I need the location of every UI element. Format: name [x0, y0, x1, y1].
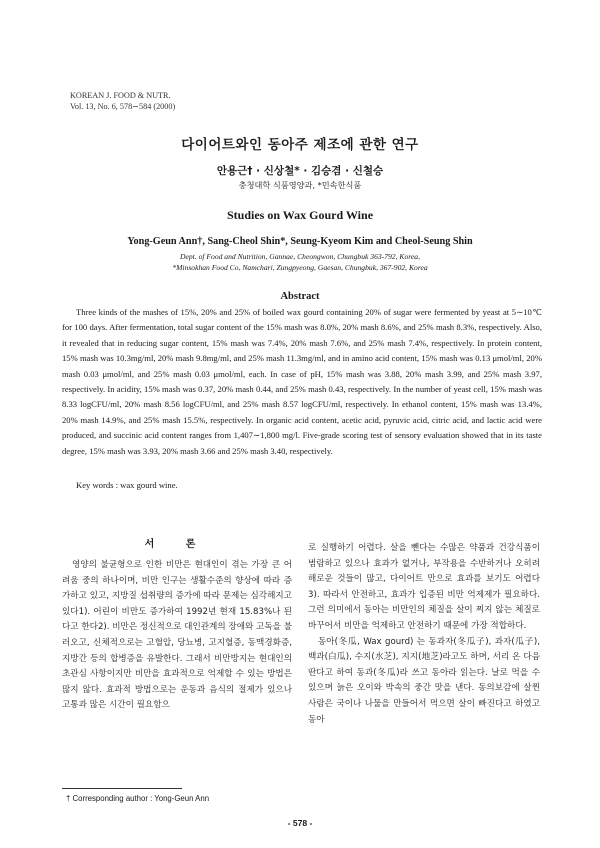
- korean-title: 다이어트와인 동아주 제조에 관한 연구: [181, 137, 419, 153]
- english-affiliation-2: *Minsokhan Food Co, Namchari, Zungpyeong, Gaesan, Chungbuk, 367-902, Korea: [172, 263, 428, 272]
- left-column-paragraph: 영양의 불균형으로 인한 비만은 현대인이 겪는 가장 큰 어려움 중의 하나이며, 비만 인구는 생활수준의 향상에 따라 증가하고 있고, 지방질 섭취량의 증가에 따라 문제는 심각해지고 있다1). 어린이 비만도 증가하여 1992년 현재 15.83%나 된다고 한다2). 비만은 정신적으로 대인관계의 장애와 고독을 불러오고, 신체적으로는 고혈압, 당뇨병, 고지혈증, 동맥경화증, 지방간 등의 합병증을 유발한다. 그래서 비만방지는 현대인의 초관심 사항이지만 비만을 효과적으로 억제할 수 있는 방법은 많지 않다. 효과적 방법으로는 운동과 음식의 절제가 있으나 고통과 많은 시간이 필요함으: [62, 560, 292, 711]
- abstract-heading: Abstract: [280, 291, 320, 302]
- footnote: † Corresponding author : Yong-Geun Ann: [66, 794, 210, 803]
- journal-name: KOREAN J. FOOD & NUTR.: [70, 91, 171, 100]
- right-column: [308, 541, 540, 728]
- section-heading-introduction: 서 론: [144, 539, 210, 550]
- korean-authors: 안용근† · 신상철* · 김승겸 · 신철승: [216, 165, 384, 177]
- abstract-text: Three kinds of the mashes of 15%, 20% and 25% of boiled wax gourd containing 20% of sugar were fermented by yeast at 5∼10℃ for 100 days. After fermentation, total sugar content of the 15% mash was 8.0%, 20% mash 8.6%, and 25% mash 8.3%, respectively. Also, it revealed that in reducing sugar content, 15% mash was 7.4%, 20% mash 7.6%, and 25% mash 7.4%, respectively. In protein content, 15% mash was 10.3mg/ml, 20% mash 9.8mg/ml, and 25% mash 11.3mg/ml, and in amino acid content, 15% mash was 0.13 μmol/ml, 20% mash 0.03 μmol/ml, and 25% mash 0.03 μmol/ml, each. In case of pH, 15% mash was 3.88, 20% mash 3.99, and 25% mash 3.97, respectively. In acidity, 15% mash was 0.37, 20% mash 0.44, and 25% mash 0.43, respectively. In the number of yeast cell, 15% mash was 8.33 logCFU/ml, 20% mash 8.56 logCFU/ml, and 25% mash 8.57 logCFU/ml, respectively. In ethanol content, 15% mash was 13.4%, 20% mash 14.9%, and 25% mash 15.5%, respectively. In organic acid content, acetic acid, pyruvic acid, citric acid, and lactic acid were produced, and succinic acid content ranges from 1,407∼1,800 mg/l. Five-grade scoring test of sensory evaluation showed that in its taste degree, 15% mash was 3.93, 20% mash 3.66 and 25% mash 3.40, respectively.: [62, 307, 542, 456]
- journal-volume: Vol. 13, No. 6, 578∼584 (2000): [70, 102, 176, 111]
- english-affiliation-1: Dept. of Food and Nutrition, Gannae, Cheongwon, Chungbuk 363-792, Korea,: [180, 252, 420, 261]
- english-authors: Yong-Geun Ann†, Sang-Cheol Shin*, Seung-Kyeom Kim and Cheol-Seung Shin: [127, 236, 473, 247]
- right-column-paragraph-1: 로 실행하기 어렵다. 살을 뺀다는 수많은 약품과 건강식품이 범람하고 있으나 효과가 없거나, 부작용을 수반하거나 오히려 해로운 것들이 많고, 다이어트 만으로 효과를 보기도 어렵다3). 따라서 안전하고, 효과가 입증된 비만 억제제가 필요하다. 그런 의미에서 동아는 비만인의 체질을 살이 찌지 않는 체질로 바꾸어서 비만을 억제하고 안전하기 때문에 가장 적합하다.: [308, 543, 540, 631]
- keywords: Key words : wax gourd wine.: [76, 480, 178, 490]
- journal-citation: [70, 90, 175, 112]
- right-column-paragraph-2: 동아(冬瓜, Wax gourd) 는 동과자(冬瓜子), 과자(瓜子), 백과(白瓜), 수지(水芝), 지지(地芝)라고도 하며, 서리 온 다음 딴다고 하여 동과(冬瓜)라 쓰고 동아라 읽는다. 날로 먹을 수 있으며 늙은 오이와 박속의 중간 맛을 낸다. 동의보감에 살찐 사람은 국이나 나물을 만들어서 먹으면 살이 빠진다고 하였고 동아: [308, 636, 540, 725]
- korean-affiliation: 충청대학 식품영양과, *민속한식품: [238, 180, 362, 190]
- page-number: - 578 -: [287, 818, 313, 828]
- footnote-divider: [62, 788, 182, 789]
- english-title: Studies on Wax Gourd Wine: [226, 208, 374, 222]
- left-column: [62, 558, 292, 714]
